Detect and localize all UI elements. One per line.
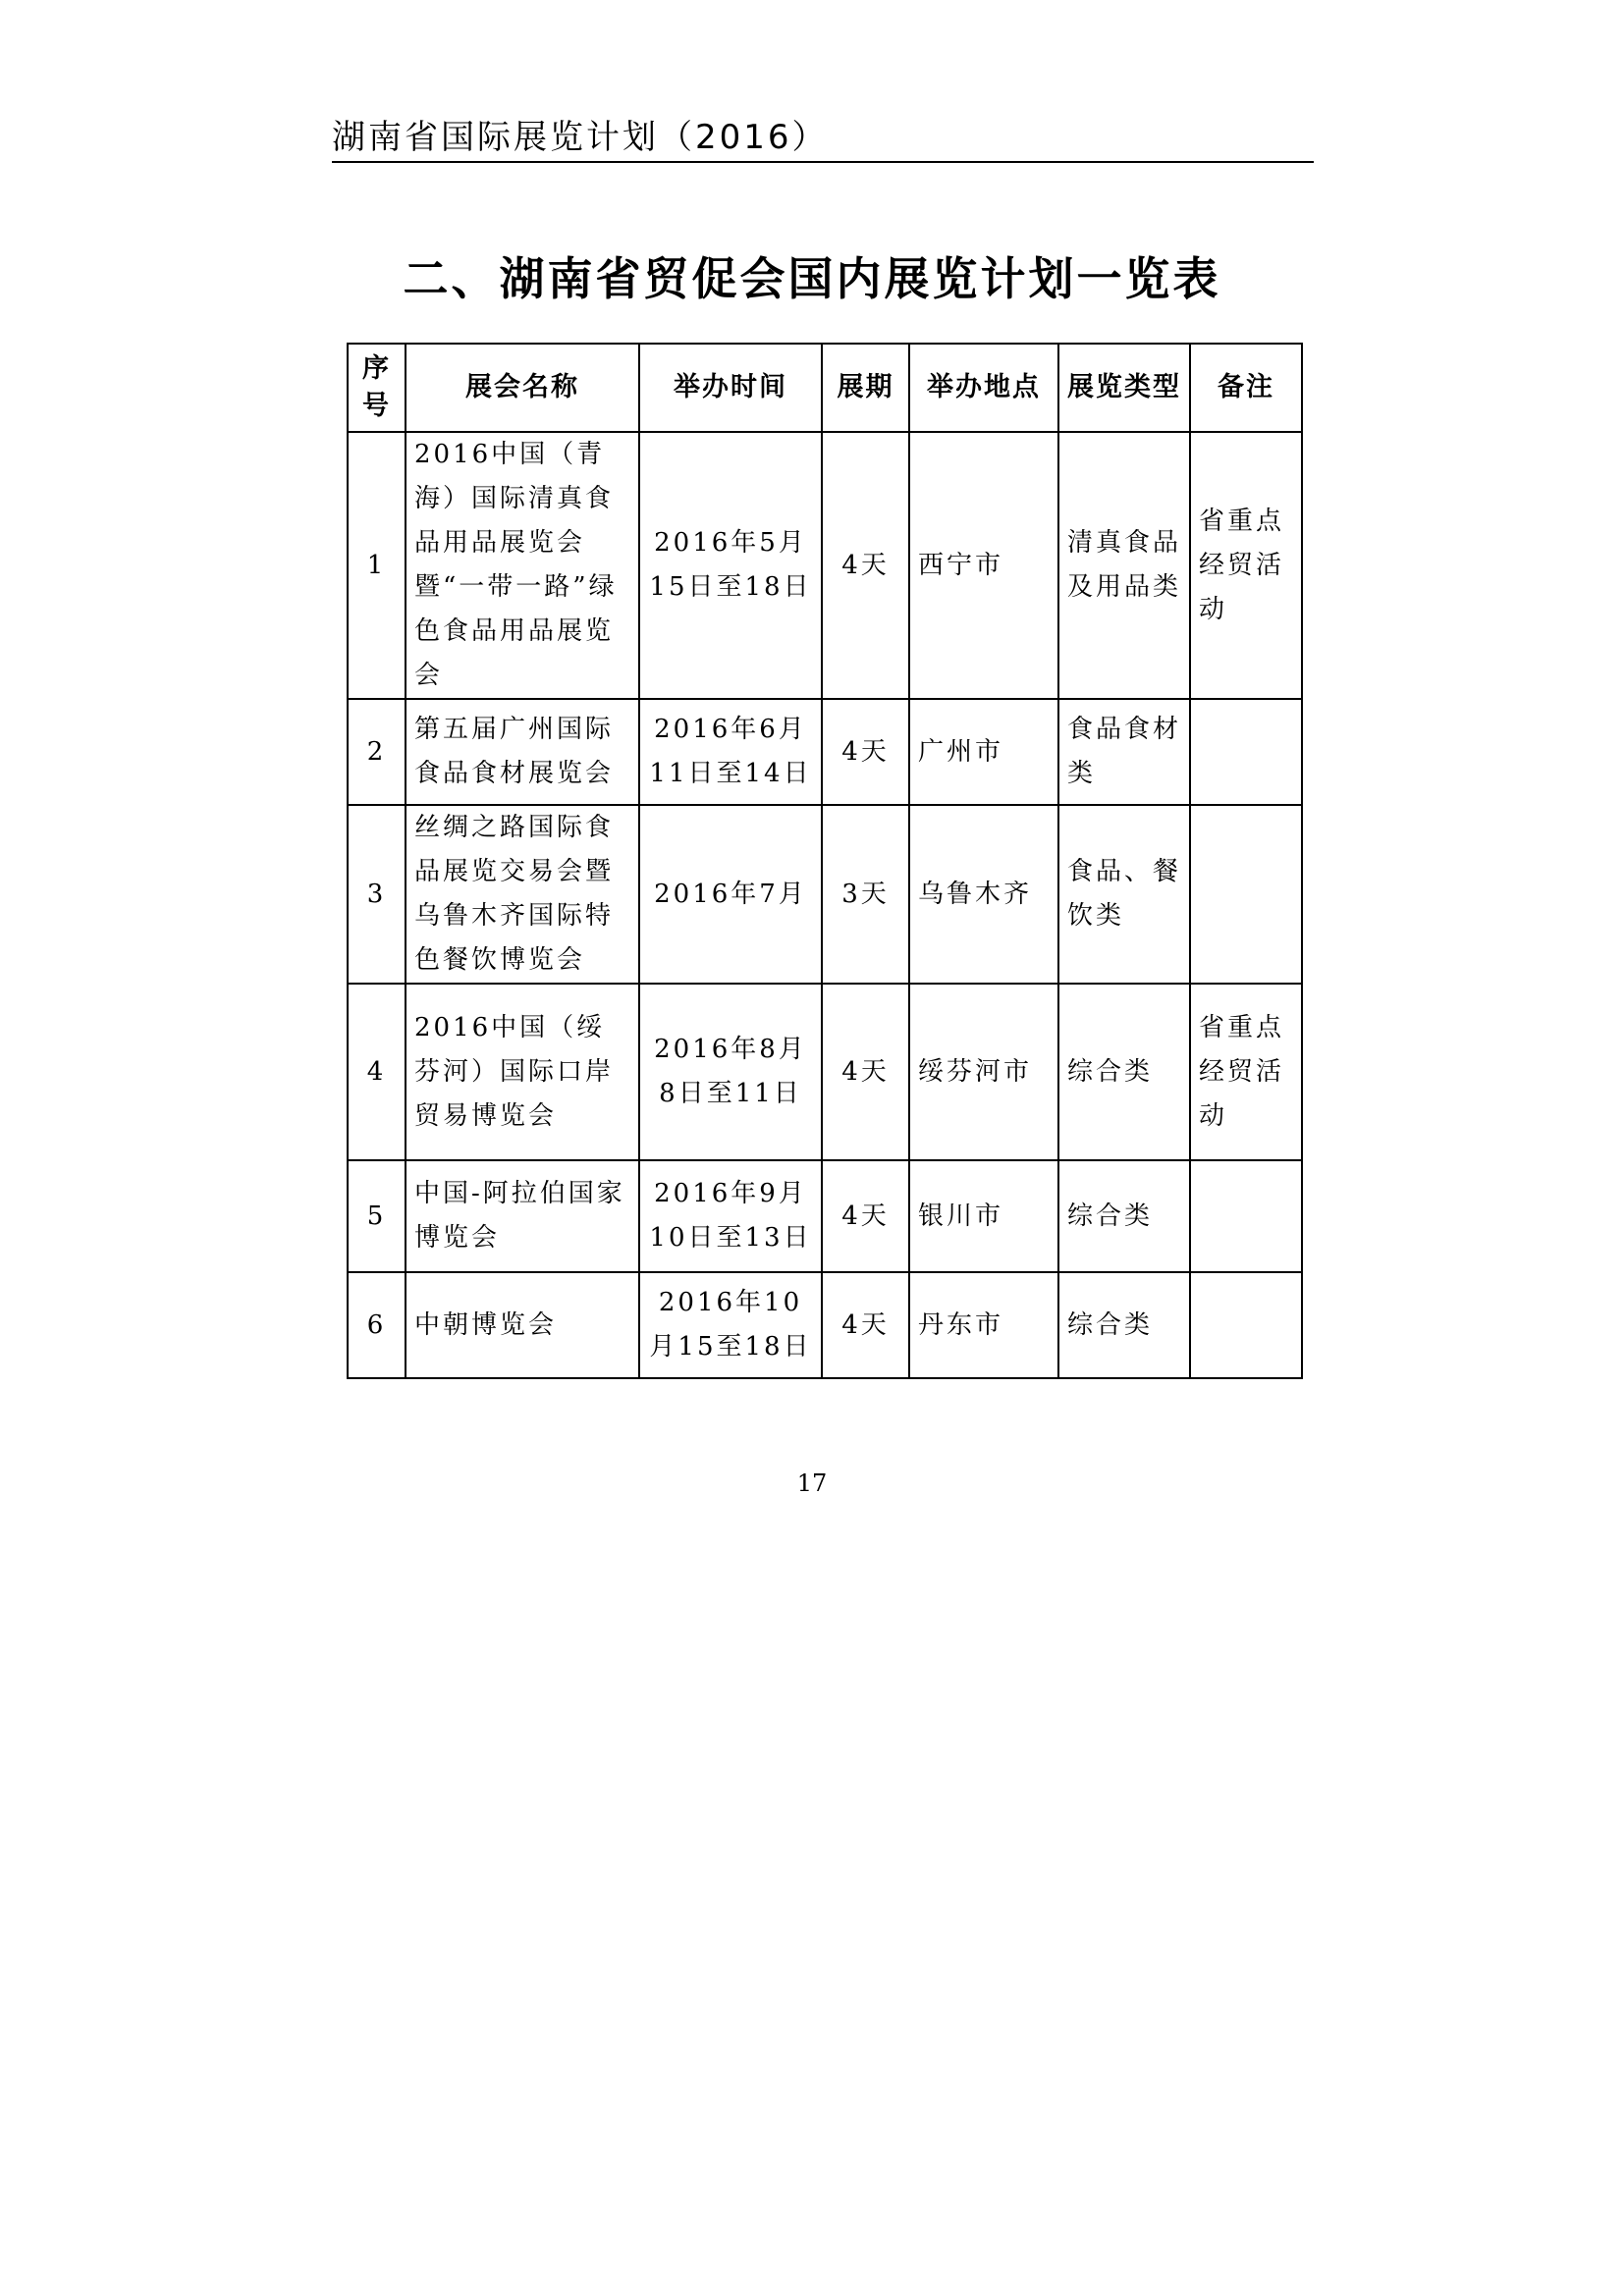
header-cell-name: 展会名称: [406, 344, 639, 432]
cell-note: 省重点经贸活动: [1190, 432, 1302, 699]
header-cell-no: 序号: [348, 344, 406, 432]
table-header-row: [348, 344, 1302, 432]
table-row: [348, 984, 1302, 1160]
cell-name: 2016中国（绥芬河）国际口岸贸易博览会: [406, 984, 639, 1160]
cell-note: 省重点经贸活动: [1190, 984, 1302, 1160]
table-row: [348, 805, 1302, 984]
exhibition-plan-table: [347, 343, 1303, 1379]
cell-name: 中朝博览会: [406, 1272, 639, 1378]
cell-note: [1190, 699, 1302, 805]
header-cell-type: 展览类型: [1058, 344, 1190, 432]
cell-place: 银川市: [909, 1160, 1058, 1272]
cell-days: 4天: [822, 984, 909, 1160]
cell-place: 丹东市: [909, 1272, 1058, 1378]
cell-name: 2016中国（青海）国际清真食品用品展览会暨“一带一路”绿色食品用品展览会: [406, 432, 639, 699]
table-row: [348, 432, 1302, 699]
header-cell-note: 备注: [1190, 344, 1302, 432]
cell-type: 综合类: [1058, 984, 1190, 1160]
cell-no: 1: [348, 432, 406, 699]
table-row: [348, 1272, 1302, 1378]
cell-place: 绥芬河市: [909, 984, 1058, 1160]
header-cell-place: 举办地点: [909, 344, 1058, 432]
cell-date: 2016年6月11日至14日: [639, 699, 822, 805]
cell-no: 3: [348, 805, 406, 984]
cell-name: 丝绸之路国际食品展览交易会暨乌鲁木齐国际特色餐饮博览会: [406, 805, 639, 984]
cell-type: 综合类: [1058, 1272, 1190, 1378]
table-row: [348, 1160, 1302, 1272]
cell-place: 西宁市: [909, 432, 1058, 699]
cell-days: 4天: [822, 699, 909, 805]
cell-note: [1190, 1272, 1302, 1378]
cell-date: 2016年10月15至18日: [639, 1272, 822, 1378]
header-cell-days: 展期: [822, 344, 909, 432]
cell-date: 2016年5月15日至18日: [639, 432, 822, 699]
running-header: 湖南省国际展览计划（2016）: [332, 118, 829, 157]
cell-date: 2016年7月: [639, 805, 822, 984]
cell-no: 6: [348, 1272, 406, 1378]
cell-no: 4: [348, 984, 406, 1160]
cell-place: 广州市: [909, 699, 1058, 805]
cell-date: 2016年9月10日至13日: [639, 1160, 822, 1272]
cell-note: [1190, 1160, 1302, 1272]
cell-no: 2: [348, 699, 406, 805]
table-row: [348, 699, 1302, 805]
cell-days: 4天: [822, 1160, 909, 1272]
cell-type: 食品、餐饮类: [1058, 805, 1190, 984]
header-rule: [332, 161, 1314, 163]
cell-note: [1190, 805, 1302, 984]
page-title: 二、湖南省贸促会国内展览计划一览表: [403, 252, 1221, 305]
cell-no: 5: [348, 1160, 406, 1272]
cell-date: 2016年8月8日至11日: [639, 984, 822, 1160]
cell-type: 清真食品及用品类: [1058, 432, 1190, 699]
cell-days: 4天: [822, 1272, 909, 1378]
page-number: 17: [796, 1469, 828, 1497]
header-cell-date: 举办时间: [639, 344, 822, 432]
cell-days: 3天: [822, 805, 909, 984]
cell-type: 综合类: [1058, 1160, 1190, 1272]
cell-type: 食品食材类: [1058, 699, 1190, 805]
cell-days: 4天: [822, 432, 909, 699]
cell-name: 第五届广州国际食品食材展览会: [406, 699, 639, 805]
cell-name: 中国-阿拉伯国家博览会: [406, 1160, 639, 1272]
cell-place: 乌鲁木齐: [909, 805, 1058, 984]
